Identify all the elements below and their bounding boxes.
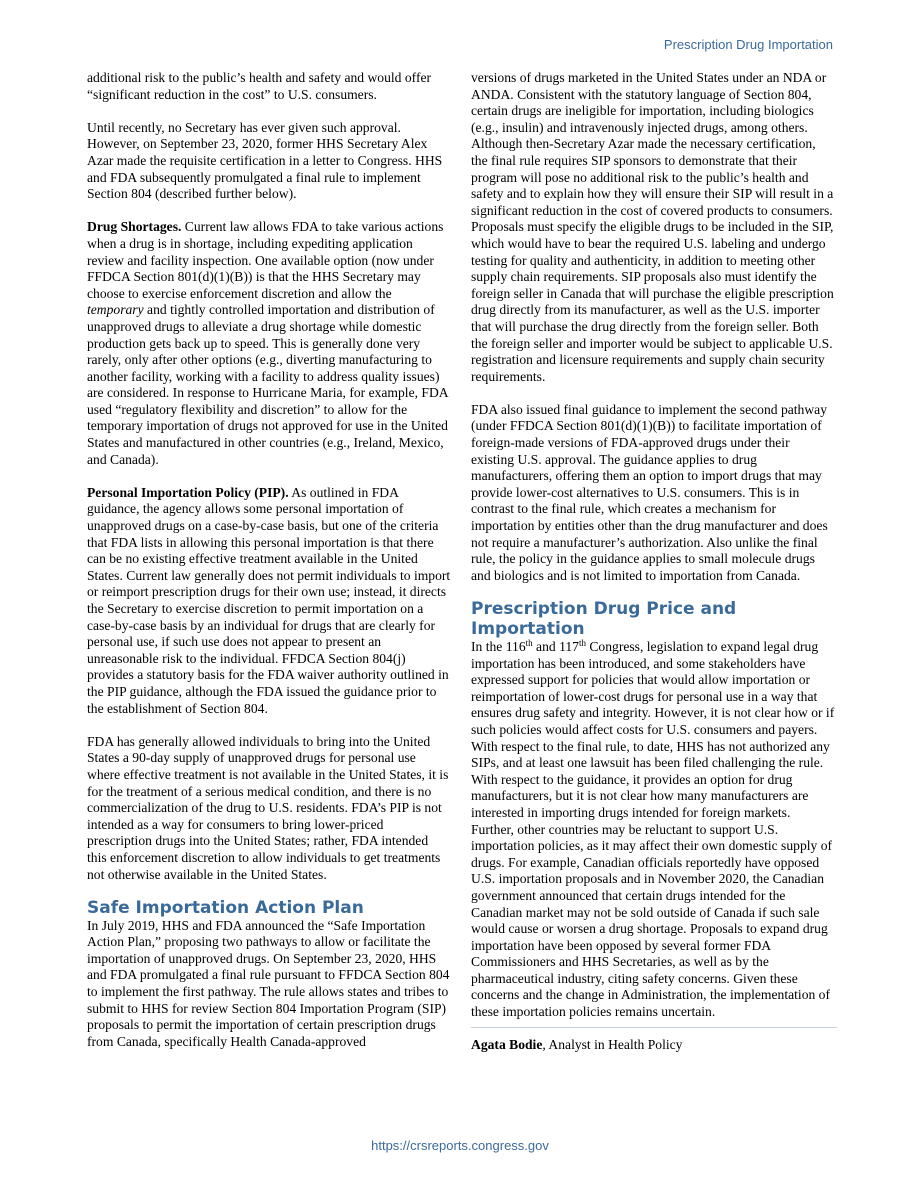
right-column [471, 70, 835, 1053]
pip-paragraph: Personal Importation Policy (PIP). As outlined in FDA guidance, the agency allows some personal importation of unapproved drugs on a case-by-case basis, but one of the criteria that FDA lists in allowing this personal importation is that there can be no existing effective treatment available in the United States. Current law generally does not permit individuals to import or reimport prescription drugs for their own use; instead, it directs the Secretary to exercise discretion to permit importation on a case-by-case basis by an individual for drugs that are clearly for personal use, if such use does not appear to present an unreasonable risk to the individual. FFDCA Section 804(j) provides a statutory basis for the FDA waiver authority outlined in the PIP guidance, although the FDA issued the guidance prior to the establishment of Section 804. [87, 484, 451, 716]
emphasis: temporary [87, 302, 144, 318]
footer-url-link[interactable]: https://crsreports.congress.gov [371, 1138, 549, 1153]
paragraph: FDA has generally allowed individuals to bring into the United States a 90-day supply of unapproved drugs for personal use where effective treatment is not available in the United States, it is for the treatment of a serious medical condition, and there is no commercialization of the drug to U.S. residents. FDA’s PIP is not intended as a way for consumers to bring lower-priced prescription drugs into the United States; rather, FDA intended this enforcement discretion to allow individuals to get treatments not otherwise available in the United States. [87, 733, 449, 882]
section-heading-safe-importation: Safe Importation Action Plan [87, 897, 364, 918]
running-header: Prescription Drug Importation [663, 37, 833, 52]
paragraph: In the 116th and 117th Congress, legislation to expand legal drug importation has been introduced, and some stakeholders have expressed support for policies that would allow importation or reimportation of lower-cost drugs for personal use in a way that ensures drug safety and integrity. However, it is not clear how or if such policies would affect costs for U.S. consumers and payers. With respect to the final rule, to date, HHS has not authorized any SIPs, and at least one lawsuit has been filed challenging the rule. With respect to the guidance, it provides an option for drug manufacturers, but it is not clear how many manufacturers are interested in importing drugs intended for foreign markets. Further, other countries may be reluctant to support U.S. importation policies, as it may affect their own domestic supply of drugs. For example, Canadian officials reportedly have opposed U.S. importation proposals and in November 2020, the Canadian government announced that certain drugs intended for the Canadian market may not be sold outside of Canada if such sale would cause or worsen a drug shortage. Proposals to expand drug importation have been opposed by several former FDA Commissioners and HHS Secretaries, as well as by the pharmaceutical industry, citing safety concerns. Given these concerns and the change in Administration, the implementation of these importation policies remains uncertain. [471, 638, 835, 1020]
run-in-heading: Drug Shortages. [87, 219, 182, 235]
author-line [471, 1027, 837, 1054]
section-heading-price-importation: Prescription Drug Price and Importation [471, 599, 737, 639]
paragraph: FDA also issued final guidance to implement the second pathway (under FFDCA Section 801(d)(1)(B)) to facilitate importation of foreign-made versions of FDA-approved drugs under their existing U.S. approval. The guidance applies to drug manufacturers, offering them an option to import drugs that may provide lower-cost alternatives to U.S. consumers. This is in contrast to the final rule, which creates a mechanism for importation by entities other than the drug manufacturer and does not require a manufacturer’s authorization. Also unlike the final rule, the policy in the guidance applies to small molecule drugs and biologics and is not limited to importation from Canada. [471, 401, 828, 583]
paragraph: additional risk to the public’s health and safety and would offer “significant reduction in the cost” to U.S. consumers. [87, 70, 432, 102]
drug-shortages-paragraph: Drug Shortages. Current law allows FDA to take various actions when a drug is in shortage, including expediting application review and facility inspection. One available option (now under FFDCA Section 801(d)(1)(B)) is that the HHS Secretary may choose to exercise enforcement discretion and allow the temporary and tightly controlled importation and distribution of unapproved drugs to alleviate a drug shortage while domestic production gets back up to speed. This is generally done very rarely, only after other options (e.g., diverting manufacturing to another facility, working with a facility to address quality issues) are considered. In response to Hurricane Maria, for example, FDA used “regulatory flexibility and discretion” to allow for the temporary importation of drugs not approved for use in the United States and manufactured in other countries (e.g., Ireland, Mexico, and Canada). [87, 219, 448, 467]
paragraph: In July 2019, HHS and FDA announced the “Safe Importation Action Plan,” proposing two pathways to allow or facilitate the importation of unapproved drugs. On September 23, 2020, HHS and FDA promulgated a final rule pursuant to FFDCA Section 804 to implement the first pathway. The rule allows states and tribes to submit to HHS for review Section 804 Importation Program (SIP) proposals to permit the importation of certain prescription drugs from Canada, specifically Health Canada-approved [87, 917, 450, 1049]
author-title: , Analyst in Health Policy [542, 1036, 683, 1052]
left-column [87, 70, 451, 1050]
paragraph: versions of drugs marketed in the United States under an NDA or ANDA. Consistent with the statutory language of Section 804, certain drugs are ineligible for importation, including biologics (e.g., insulin) and intravenously injected drugs, among others. Although then-Secretary Azar made the necessary certification, the final rule requires SIP sponsors to demonstrate that their program will pose no additional risk to the public’s health and safety and to explain how they will ensure their SIP will result in a significant reduction in the cost of covered products to consumers. Proposals must specify the eligible drugs to be included in the SIP, which would have to bear the required U.S. labeling and undergo testing for quality and authenticity, in addition to meeting other supply chain requirements. SIP proposals also must identify the foreign seller in Canada that will purchase the eligible prescription drug directly from its manufacturer, as well as the U.S. importer that will purchase the drug directly from the foreign seller. Both the foreign seller and importer would be subject to applicable U.S. registration and licensure requirements and supply chain security requirements. [471, 70, 834, 384]
author-name: Agata Bodie [471, 1036, 543, 1052]
paragraph: Until recently, no Secretary has ever given such approval. However, on September 23, 2020, former HHS Secretary Alex Azar made the requisite certification in a letter to Congress. HHS and FDA subsequently promulgated a final rule to implement Section 804 (described further below). [87, 119, 443, 202]
run-in-heading: Personal Importation Policy (PIP). [87, 484, 289, 500]
